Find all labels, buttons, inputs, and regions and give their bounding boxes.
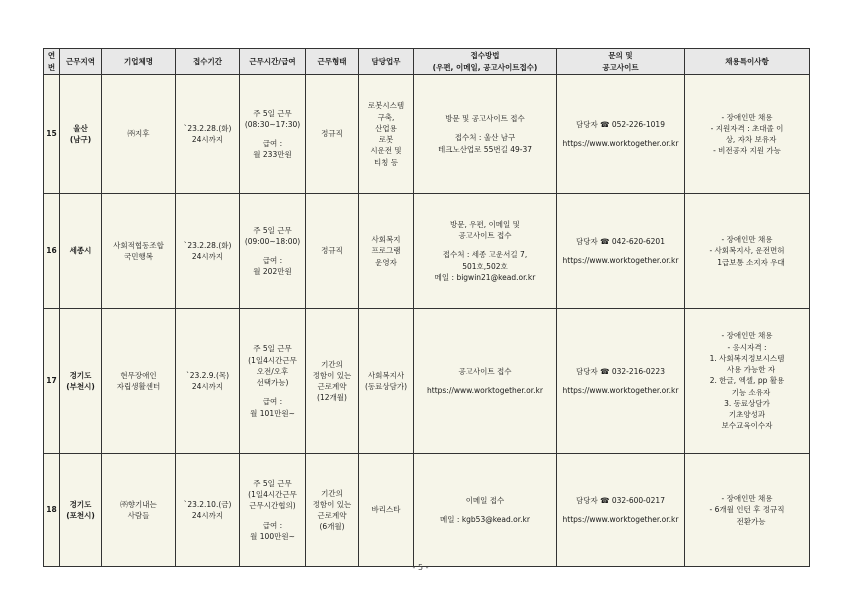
- hours-cell-line: 월 100만원~: [250, 531, 295, 541]
- employment-type-cell: [306, 454, 359, 567]
- company-cell-line: ㈜지후: [127, 129, 150, 139]
- hours-cell-line: 주 5일 근무: [253, 344, 292, 354]
- period-cell-line: 24시까지: [191, 382, 224, 391]
- hours-cell-line: 월 101만원~: [250, 408, 295, 418]
- contact-cell: [557, 194, 685, 309]
- note-line: 기초양성과: [728, 410, 766, 420]
- employment-type-cell-line: 기간의: [321, 488, 343, 498]
- header-notes: 채용특이사항: [685, 49, 810, 75]
- header-hours: 근무시간/급여: [240, 49, 306, 75]
- contact-url-link[interactable]: https://www.worktogether.or.kr: [562, 515, 679, 524]
- duty-cell-line: 시운전 및: [370, 146, 402, 156]
- header-period: 접수기간: [176, 49, 240, 75]
- hours-cell-line: (1일4시간근무: [248, 355, 297, 365]
- note-line: 2. 한글, 엑셀, pp 활용: [709, 376, 785, 386]
- note-line: 보수교육이수자: [721, 421, 773, 431]
- method-cell-line: 메일 : bigwin21@kead.or.kr: [434, 272, 536, 282]
- duty-cell-line: 티칭 등: [373, 157, 399, 167]
- header-contact: 문의 및 공고사이트: [557, 49, 685, 75]
- note-line: 1급보통 소지자 우대: [717, 257, 785, 267]
- row-number: 15: [44, 75, 60, 194]
- header-type: 근무형태: [306, 49, 359, 75]
- duty-cell: [359, 309, 414, 454]
- period-cell-line: 24시까지: [191, 135, 224, 144]
- hours-cell-line: 주 5일 근무: [253, 108, 292, 118]
- period-cell-line: `23.2.9.(목): [185, 370, 230, 380]
- hours-cell-line: 급여 :: [262, 520, 283, 530]
- note-line: - 장애인만 채용: [721, 494, 773, 504]
- hours-cell-line: 월 202만원: [253, 267, 292, 277]
- method-cell-line: 이메일 접수: [465, 495, 505, 505]
- contact-url-link[interactable]: https://www.worktogether.or.kr: [562, 256, 679, 265]
- region-cell: [60, 194, 102, 309]
- contact-phone: 담당자 ☎ 032-600-0217: [576, 495, 665, 505]
- notes-cell: [685, 454, 810, 567]
- note-line: - 장애인만 채용: [721, 235, 773, 245]
- region-cell: [60, 309, 102, 454]
- duty-cell-line: (동료상담가): [364, 382, 408, 391]
- contact-phone: 담당자 ☎ 042-620-6201: [576, 236, 665, 246]
- hours-cell-line: [242, 247, 303, 255]
- method-cell-line: 방문, 우편, 이메일 및: [450, 219, 520, 229]
- period-cell: [176, 75, 240, 194]
- region-cell-line: (포천시): [66, 511, 95, 520]
- notes-cell: [685, 309, 810, 454]
- table-header-row: [44, 49, 810, 75]
- company-cell-line: ㈜향기내는: [120, 499, 157, 509]
- period-cell-line: `23.2.10.(금): [183, 499, 232, 509]
- method-cell-line: 메일 : kgb53@kead.or.kr: [440, 515, 530, 524]
- employment-type-cell-line: 정규직: [321, 246, 343, 256]
- period-cell-line: 24시까지: [191, 252, 224, 261]
- header-duty: 담당업무: [359, 49, 414, 75]
- duty-cell: [359, 454, 414, 567]
- spacer: [559, 377, 682, 385]
- employment-type-cell-line: 기간의: [321, 359, 343, 369]
- hours-cell-line: [242, 388, 303, 396]
- period-cell: [176, 194, 240, 309]
- region-cell-line: 경기도: [69, 499, 92, 509]
- method-cell: [414, 194, 557, 309]
- company-cell: [102, 454, 176, 567]
- hours-cell-line: 급여 :: [262, 397, 283, 407]
- spacer: [559, 506, 682, 514]
- employment-type-cell-line: 정함이 있는: [312, 370, 352, 380]
- company-cell: [102, 75, 176, 194]
- hours-cell: [240, 75, 306, 194]
- hours-cell-line: 선택가능): [256, 378, 289, 387]
- hours-cell-line: (08:30~17:30): [244, 119, 301, 129]
- employment-type-cell-line: (12개월): [317, 393, 347, 403]
- region-cell: [60, 454, 102, 567]
- note-line: 전환가능: [736, 516, 766, 526]
- duty-cell-line: 바리스타: [371, 505, 401, 515]
- method-cell-line: 방문 및 공고사이트 접수: [445, 114, 525, 124]
- duty-cell-line: 사회복지: [371, 235, 401, 245]
- note-line: 사용 가능한 자: [726, 365, 776, 375]
- method-cell: [414, 454, 557, 567]
- note-line: 3. 동료상담가: [724, 398, 770, 408]
- table-row: [44, 454, 810, 567]
- region-cell-line: 경기도: [69, 370, 92, 380]
- page-number: - 5 -: [412, 563, 429, 572]
- employment-type-cell-line: 정함이 있는: [312, 499, 352, 509]
- method-cell-line: 501호,502호: [462, 261, 508, 271]
- duty-cell-line: 구축,: [377, 112, 395, 122]
- note-line: - 장애인만 채용: [721, 331, 773, 341]
- hours-cell-line: 급여 :: [262, 256, 283, 265]
- employment-type-cell-line: 정규직: [321, 129, 343, 139]
- table-body: [44, 75, 810, 567]
- company-cell-line: 현무장애인: [120, 370, 157, 380]
- notes-cell: [685, 75, 810, 194]
- note-line: 1. 사회복지정보시스템: [709, 353, 785, 363]
- contact-url-link[interactable]: https://www.worktogether.or.kr: [562, 386, 679, 395]
- hours-cell-line: 주 5일 근무: [253, 225, 292, 235]
- row-number: 18: [44, 454, 60, 567]
- method-cell-line: [416, 241, 554, 249]
- hours-cell-line: 주 5일 근무: [253, 478, 292, 488]
- method-cell-line: 공고사이트 접수: [458, 366, 512, 376]
- notes-cell: [685, 194, 810, 309]
- row-number: 16: [44, 194, 60, 309]
- hours-cell-line: [242, 512, 303, 520]
- spacer: [559, 247, 682, 255]
- company-cell-line: 자립생활센터: [116, 382, 161, 391]
- company-cell-line: 사람들: [127, 511, 150, 520]
- method-cell-line: [416, 124, 554, 132]
- period-cell-line: `23.2.28.(화): [183, 240, 232, 250]
- hours-cell-line: (09:00~18:00): [244, 236, 301, 246]
- employment-type-cell-line: 근로계약: [317, 511, 347, 520]
- duty-cell-line: 사회복지사: [367, 370, 405, 380]
- method-cell-line: 테크노산업로 55번길 49-37: [437, 144, 533, 154]
- employment-type-cell: [306, 75, 359, 194]
- note-line: - 비전공자 지원 가능: [713, 146, 781, 156]
- table-row: [44, 194, 810, 309]
- job-listing-table: [43, 48, 810, 567]
- duty-cell-line: 로봇: [378, 135, 394, 144]
- period-cell: [176, 309, 240, 454]
- contact-phone: 담당자 ☎ 032-216-0223: [576, 366, 665, 376]
- hours-cell-line: [242, 130, 303, 138]
- duty-cell-line: 프로그램: [371, 246, 401, 256]
- note-line: - 응시자격 :: [727, 342, 767, 352]
- company-cell-line: 국민행복: [124, 252, 153, 261]
- note-line: - 장애인만 채용: [721, 112, 773, 122]
- note-line: 상, 자차 보유자: [725, 135, 777, 144]
- duty-cell-line: 로봇시스템: [367, 101, 405, 111]
- period-cell-line: `23.2.28.(화): [183, 123, 232, 133]
- method-cell-line: 접수처 : 울산 남구: [454, 133, 516, 143]
- region-cell-line: 울산: [73, 123, 88, 133]
- note-line: 기능 소유자: [731, 387, 771, 397]
- region-cell-line: 세종시: [69, 246, 92, 256]
- contact-cell: [557, 309, 685, 454]
- employment-type-cell-line: 근로계약: [317, 382, 347, 391]
- row-number: 17: [44, 309, 60, 454]
- spacer: [559, 130, 682, 138]
- contact-phone: 담당자 ☎ 052-226-1019: [576, 119, 665, 129]
- employment-type-cell-line: (6개월): [319, 522, 345, 532]
- header-company: 기업체명: [102, 49, 176, 75]
- period-cell: [176, 454, 240, 567]
- note-line: - 6개월 인턴 후 정규직: [709, 505, 785, 515]
- company-cell-line: 사회적협동조합: [113, 240, 164, 250]
- note-line: - 사회복지사, 운전면허: [709, 246, 785, 256]
- employment-type-cell: [306, 309, 359, 454]
- region-cell: [60, 75, 102, 194]
- hours-cell-line: 급여 :: [262, 139, 283, 148]
- company-cell: [102, 194, 176, 309]
- method-cell-line: 접수처 : 세종 고운서길 7,: [442, 250, 528, 260]
- employment-type-cell: [306, 194, 359, 309]
- hours-cell-line: 월 233만원: [253, 150, 292, 160]
- contact-cell: [557, 454, 685, 567]
- contact-cell: [557, 75, 685, 194]
- hours-cell: [240, 194, 306, 309]
- duty-cell-line: 운영자: [375, 257, 397, 267]
- hours-cell-line: (1일4시간근무: [248, 490, 297, 500]
- hours-cell-line: 근무시간협의): [249, 501, 296, 511]
- method-cell-line: 공고사이트 접수: [458, 231, 512, 241]
- region-cell-line: (남구): [69, 135, 92, 144]
- period-cell-line: 24시까지: [191, 511, 224, 520]
- region-cell-line: (부천시): [66, 382, 95, 391]
- method-cell: [414, 75, 557, 194]
- company-cell: [102, 309, 176, 454]
- hours-cell: [240, 309, 306, 454]
- duty-cell-line: 산업용: [375, 123, 397, 133]
- hours-cell: [240, 454, 306, 567]
- note-line: - 지원자격 : 초대졸 이: [710, 123, 784, 133]
- method-cell: [414, 309, 557, 454]
- header-no: 연 번: [44, 49, 60, 75]
- header-method: 접수방법 (우편, 이메일, 공고사이트접수): [414, 49, 557, 75]
- table-row: [44, 75, 810, 194]
- method-cell-line: [416, 377, 554, 385]
- duty-cell: [359, 75, 414, 194]
- method-cell-line: https://www.worktogether.or.kr: [427, 386, 543, 395]
- header-region: 근무지역: [60, 49, 102, 75]
- hours-cell-line: 오전/오후: [256, 366, 289, 376]
- table-row: [44, 309, 810, 454]
- duty-cell: [359, 194, 414, 309]
- method-cell-line: [416, 506, 554, 514]
- contact-url-link[interactable]: https://www.worktogether.or.kr: [562, 139, 679, 148]
